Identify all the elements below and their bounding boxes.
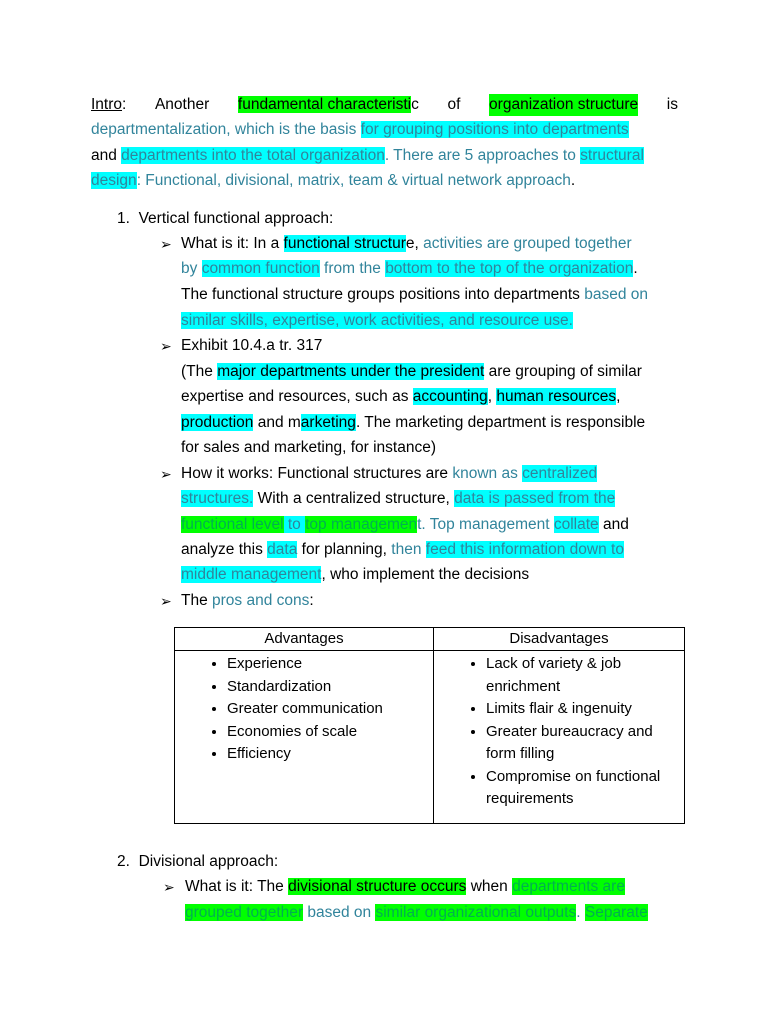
b3-how: How it works: Functional structures are [181, 465, 453, 482]
section2-line-2 [185, 902, 648, 924]
intro-colon: : [122, 96, 127, 113]
bullet2-line-5 [181, 437, 436, 459]
list-item: • Compromise on functional requirements [486, 766, 666, 811]
list-item: • Limits flair & ingenuity [486, 698, 666, 721]
list-item: • Experience [227, 653, 433, 676]
arrow-right-icon: ➢ [163, 879, 175, 895]
bullet1-line-1 [181, 233, 632, 255]
s2-when: when [466, 878, 513, 895]
bullet2-line-4 [181, 412, 645, 434]
highlight-common-function: common function [201, 260, 320, 277]
highlight-fundamental: fundamental characteristi [237, 96, 412, 113]
arrow-right-icon: ➢ [160, 593, 172, 609]
disadvantages-cell [434, 651, 685, 824]
bullet3-line-4 [181, 539, 624, 561]
section1-title: Vertical functional approach: [138, 210, 334, 227]
b2-comma2: , [616, 388, 621, 405]
s2-based-on: based on [303, 904, 376, 921]
b1-activities: activities are grouped together [423, 235, 632, 252]
b1-e: e, [405, 235, 424, 252]
table-header-row [175, 628, 685, 651]
list-item: • Lack of variety & job enrichment [486, 653, 666, 698]
b2-grouping: are grouping of similar [484, 363, 642, 380]
section1-heading [117, 208, 333, 230]
b3-with: With a centralized structure, [253, 490, 455, 507]
intro-approaches: . There are 5 approaches to [384, 147, 581, 164]
highlight-human-resources: human resources [496, 388, 617, 405]
highlight-centralized: centralized [522, 465, 598, 482]
arrow-right-icon: ➢ [160, 236, 172, 252]
intro-another: Another [154, 96, 210, 113]
highlight-middle-management: middle management [181, 566, 322, 583]
highlight-top-managemen: top managemen [305, 516, 418, 533]
bullet2-line-3 [181, 386, 620, 408]
header-disadvantages: Disadvantages [434, 628, 685, 651]
highlight-production: production [181, 414, 254, 431]
bullet3-line-1 [181, 463, 597, 485]
b3-implement: , who implement the decisions [321, 566, 530, 583]
b3-top-management: t. Top management [417, 516, 554, 533]
b2-the: (The [181, 363, 218, 380]
highlight-grouping-positions: for grouping positions into departments [360, 121, 629, 138]
intro-line-3 [91, 145, 644, 167]
arrow-right-icon: ➢ [160, 338, 172, 354]
highlight-major-departments: major departments under the president [217, 363, 485, 380]
highlight-bottom-top: bottom to the top of the organization [385, 260, 634, 277]
highlight-similar-skills: similar skills, expertise, work activities, and resource use. [181, 312, 573, 329]
b3-to: to [283, 516, 306, 533]
exhibit-ref: Exhibit 10.4.a tr. 317 [181, 337, 323, 354]
intro-is: is [666, 96, 678, 113]
intro-line-1 [91, 94, 678, 116]
b3-for-planning: for planning, [297, 541, 392, 558]
intro-approach-list: : Functional, divisional, matrix, team & virtual network approach [136, 172, 571, 189]
s2-what: What is it: The [185, 878, 289, 895]
highlight-data: data [267, 541, 298, 558]
b3-and: and [598, 516, 629, 533]
highlight-arketing: arketing [300, 414, 356, 431]
highlight-structures: structures. [181, 490, 254, 507]
list-item: • Economies of scale [227, 721, 433, 744]
b4-pros-cons: pros and cons [212, 592, 310, 609]
intro-line-4 [91, 170, 575, 192]
list-item: • Greater communication [227, 698, 433, 721]
intro-fundamental-group [238, 94, 419, 116]
intro-c: c [411, 96, 419, 113]
arrow-right-icon: ➢ [160, 466, 172, 482]
b4-the: The [181, 592, 213, 609]
bullet2-line-1 [181, 335, 322, 357]
advantages-list [175, 653, 433, 766]
pros-cons-table [174, 627, 685, 824]
b2-expertise: expertise and resources, such as [181, 388, 413, 405]
b1-groups: The functional structure groups positions into departments [181, 286, 585, 303]
header-advantages: Advantages [175, 628, 434, 651]
b2-comma: , [487, 388, 497, 405]
b1-based-on: based on [584, 286, 649, 303]
section2-line-1 [185, 876, 625, 898]
highlight-functional-structur: functional structur [283, 235, 406, 252]
bullet2-line-2 [181, 361, 642, 383]
highlight-collate: collate [553, 516, 599, 533]
b1-what: What is it: In a [181, 235, 284, 252]
section2-number: 2. [117, 853, 130, 870]
list-item: • Efficiency [227, 743, 433, 766]
b2-and-m: and m [253, 414, 301, 431]
list-item: • Standardization [227, 676, 433, 699]
highlight-feed-info: feed this information down to [425, 541, 624, 558]
section2-heading [117, 851, 278, 873]
bullet3-line-2 [181, 488, 615, 510]
highlight-similar-outputs: similar organizational outputs [375, 904, 577, 921]
highlight-org-structure: organization structure [489, 94, 638, 116]
highlight-separate: Separate [584, 904, 648, 921]
highlight-structural: structural [580, 147, 644, 164]
highlight-divisional-structure: divisional structure occurs [288, 878, 467, 895]
b3-then: then [391, 541, 426, 558]
b3-analyze: analyze this [181, 541, 268, 558]
intro-of: of [447, 96, 461, 113]
highlight-functional-level: functional level [181, 516, 284, 533]
highlight-departments-are: departments are [512, 878, 625, 895]
b3-known-as: known as [452, 465, 523, 482]
b2-sales: for sales and marketing, for instance) [181, 439, 437, 456]
intro-line-2 [91, 119, 629, 141]
disadvantages-list [434, 653, 666, 811]
bullet1-line-2 [181, 258, 638, 280]
intro-departmentalization: departmentalization, which is the basis [91, 121, 361, 138]
highlight-grouped-together: grouped together [185, 904, 304, 921]
bullet1-line-3 [181, 284, 648, 306]
intro-and: and [91, 147, 122, 164]
highlight-design: design [91, 172, 137, 189]
highlight-accounting: accounting [412, 388, 488, 405]
b1-from-the: from the [319, 260, 386, 277]
list-item: • Greater bureaucracy and form filling [486, 721, 666, 766]
b1-by: by [181, 260, 202, 277]
b2-responsible: . The marketing department is responsible [355, 414, 646, 431]
intro-period: . [570, 172, 576, 189]
intro-label: Intro [91, 96, 123, 113]
b1-dot: . [633, 260, 638, 277]
bullet1-line-4 [181, 310, 573, 332]
highlight-data-passed: data is passed from the [454, 490, 616, 507]
bullet4-line [181, 590, 314, 612]
section1-number: 1. [117, 210, 130, 227]
table-row [175, 651, 685, 824]
section2-title: Divisional approach: [138, 853, 279, 870]
intro-lead [91, 94, 126, 116]
s2-dot: . [576, 904, 585, 921]
bullet3-line-5 [181, 564, 529, 586]
advantages-cell [175, 651, 434, 824]
highlight-departments-total: departments into the total organization [121, 147, 385, 164]
bullet3-line-3 [181, 514, 629, 536]
b4-colon: : [309, 592, 314, 609]
